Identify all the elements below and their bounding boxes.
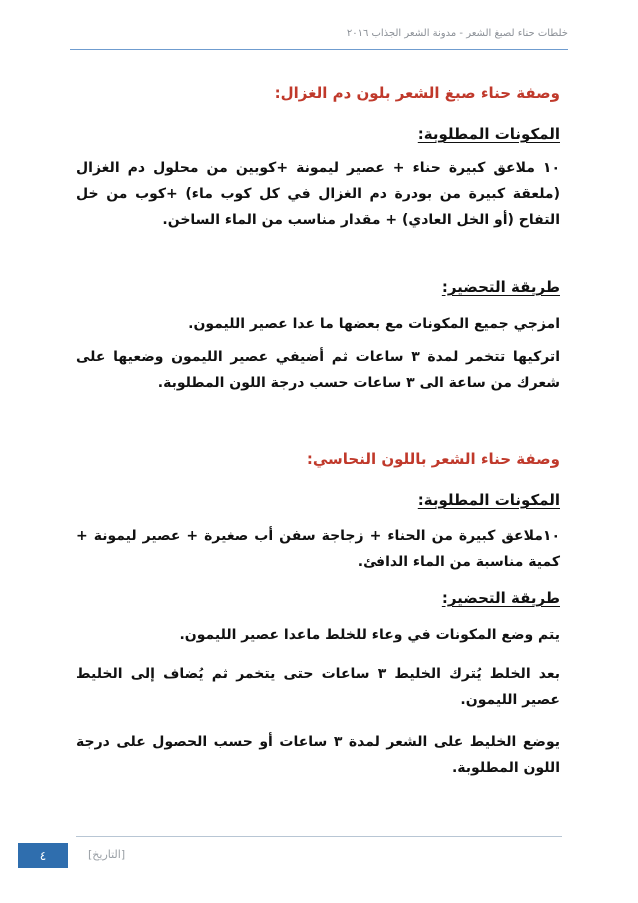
recipe2-prep-step2: بعد الخلط يُترك الخليط ٣ ساعات حتى يتخمر ثم يُضاف إلى الخليط عصير الليمون. [76, 666, 561, 708]
recipe2-prep-step1: يتم وضع المكونات في وعاء للخلط ماعدا عصير الليمون. [179, 627, 560, 643]
footer-date: [التاريخ] [88, 848, 126, 861]
page-number-badge [18, 843, 68, 868]
header-divider [70, 49, 568, 50]
footer-divider [76, 836, 562, 837]
page-number: ٤ [39, 848, 47, 863]
page-header: خلطات حناء لصبغ الشعر - مدونة الشعر الجذاب ٢٠١٦ [346, 28, 568, 39]
recipe1-title: وصفة حناء صبغ الشعر بلون دم الغزال: [274, 84, 560, 102]
recipe1-prep-step1: امزجي جميع المكونات مع بعضها ما عدا عصير الليمون. [188, 316, 560, 332]
recipe1-prep-heading: طريقة التحضير: [441, 278, 560, 296]
recipe2-ingredients-text: ١٠ملاعق كبيرة من الحناء + زجاجة سفن أب صغيرة + عصير ليمونة + كمية مناسبة من الماء الدافئ. [76, 528, 560, 570]
recipe2-prep-heading: طريقة التحضير: [441, 589, 560, 607]
recipe2-ingredients-heading: المكونات المطلوبة: [417, 491, 560, 509]
recipe2-prep-step3: يوضع الخليط على الشعر لمدة ٣ ساعات أو حسب الحصول على درجة اللون المطلوبة. [76, 734, 560, 776]
recipe1-ingredients-heading: المكونات المطلوبة: [417, 125, 560, 143]
recipe2-title: وصفة حناء الشعر باللون النحاسي: [306, 450, 560, 468]
recipe1-prep-step2: اتركيها تتخمر لمدة ٣ ساعات ثم أضيفي عصير الليمون وضعيها على شعرك من ساعة الى ٣ ساعات حسب درجة اللون المطلوبة. [76, 349, 560, 391]
recipe1-ingredients-text: ١٠ ملاعق كبيرة حناء + عصير ليمونة +كوبين من محلول دم الغزال (ملعقة كبيرة من بودرة دم الغزال في كل كوب ماء) +كوب من خل التفاح (أو الخل العادي) + مقدار مناسب من الماء الساخن. [76, 160, 560, 228]
